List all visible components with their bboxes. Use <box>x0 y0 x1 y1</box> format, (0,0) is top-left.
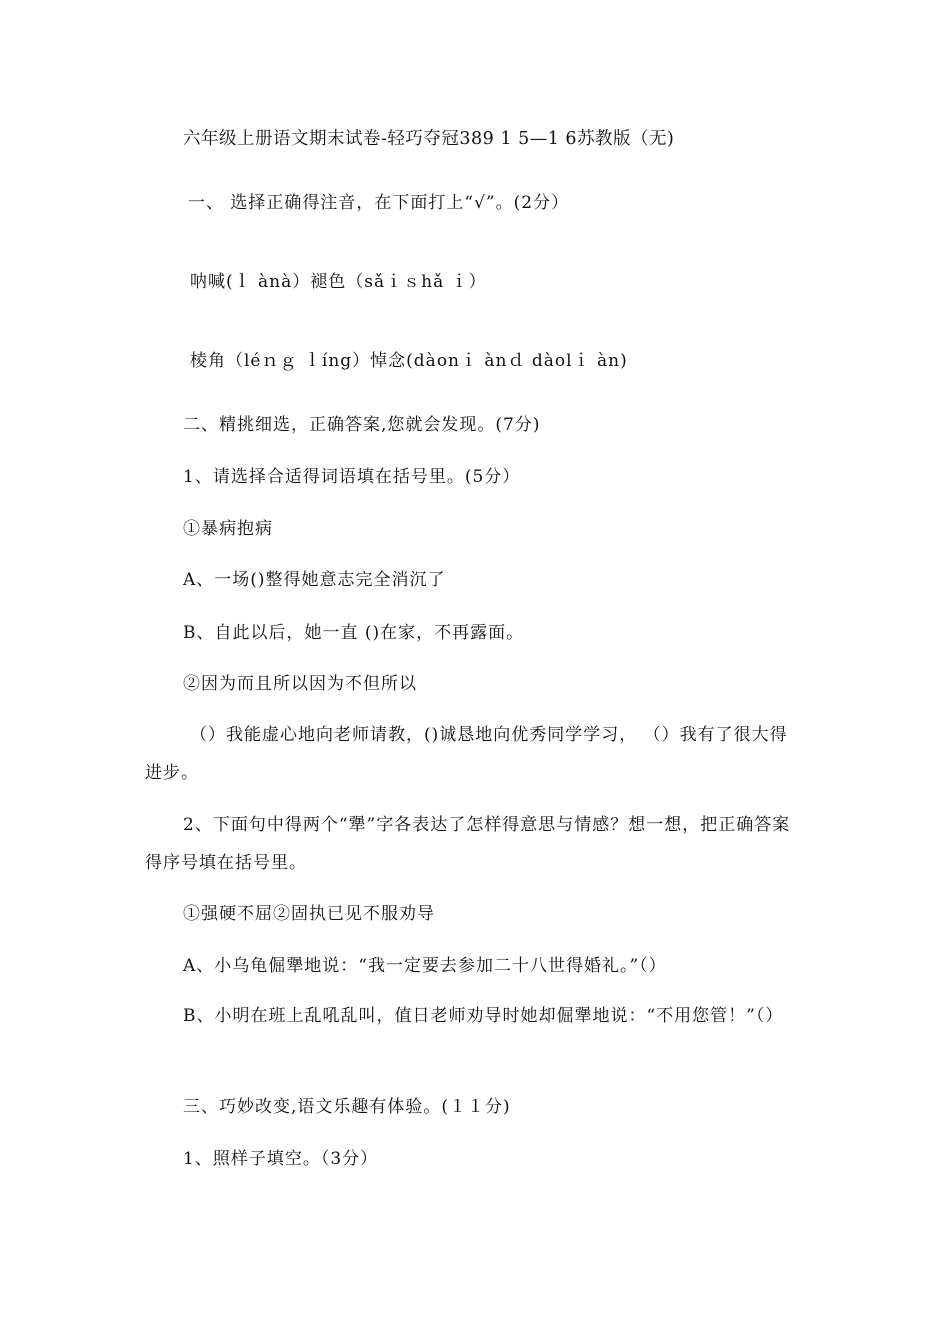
sentence-a: A、一场()整得她意志完全消沉了 <box>183 570 446 590</box>
example-sentence-a: A、小乌龟倔犟地说：“我一定要去参加二十八世得婚礼。”（） <box>183 956 667 976</box>
question-1-prompt: 1、请选择合适得词语填在括号里。(5分） <box>183 467 521 487</box>
pinyin-line-2: 棱角（léｎｇ ｌíng）悼念(dàonｉ ànｄ dàolｉ àn) <box>190 351 628 371</box>
pinyin-line-1: 呐喊(ｌ ànà）褪色（sǎｉｓhǎ ｉ） <box>190 272 487 292</box>
section-3-heading: 三、巧妙改变,语文乐趣有体验。(１１分) <box>183 1097 511 1117</box>
conjunction-sentence: （）我能虚心地向老师请教，()诚恳地向优秀同学学习， （）我有了很大得进步。 <box>145 725 788 783</box>
section-3-question-1: 1、照样子填空。（3分） <box>183 1149 379 1169</box>
section-2-heading: 二、精挑细选，正确答案,您就会发现。(7分) <box>183 415 541 435</box>
word-options-2: ②因为而且所以因为不但所以 <box>183 674 417 694</box>
meaning-options: ①强硬不屈②固执已见不服劝导 <box>183 904 435 924</box>
example-sentence-b: B、小明在班上乱吼乱叫，值日老师劝导时她却倔犟地说：“不用您管！”（） <box>183 1006 784 1026</box>
question-2-prompt: 2、下面句中得两个“犟”字各表达了怎样得意思与情感？想一想，把正确答案得序号填在括号里。 <box>145 815 791 873</box>
document-title: 六年级上册语文期末试卷-轻巧夺冠389 1 5—1 6苏教版（无) <box>183 129 675 149</box>
word-options-1: ①暴病抱病 <box>183 519 273 539</box>
section-1-heading: 一、 选择正确得注音，在下面打上“√”。(2分） <box>188 193 570 213</box>
sentence-b: B、自此以后，她一直 ()在家，不再露面。 <box>183 623 525 643</box>
